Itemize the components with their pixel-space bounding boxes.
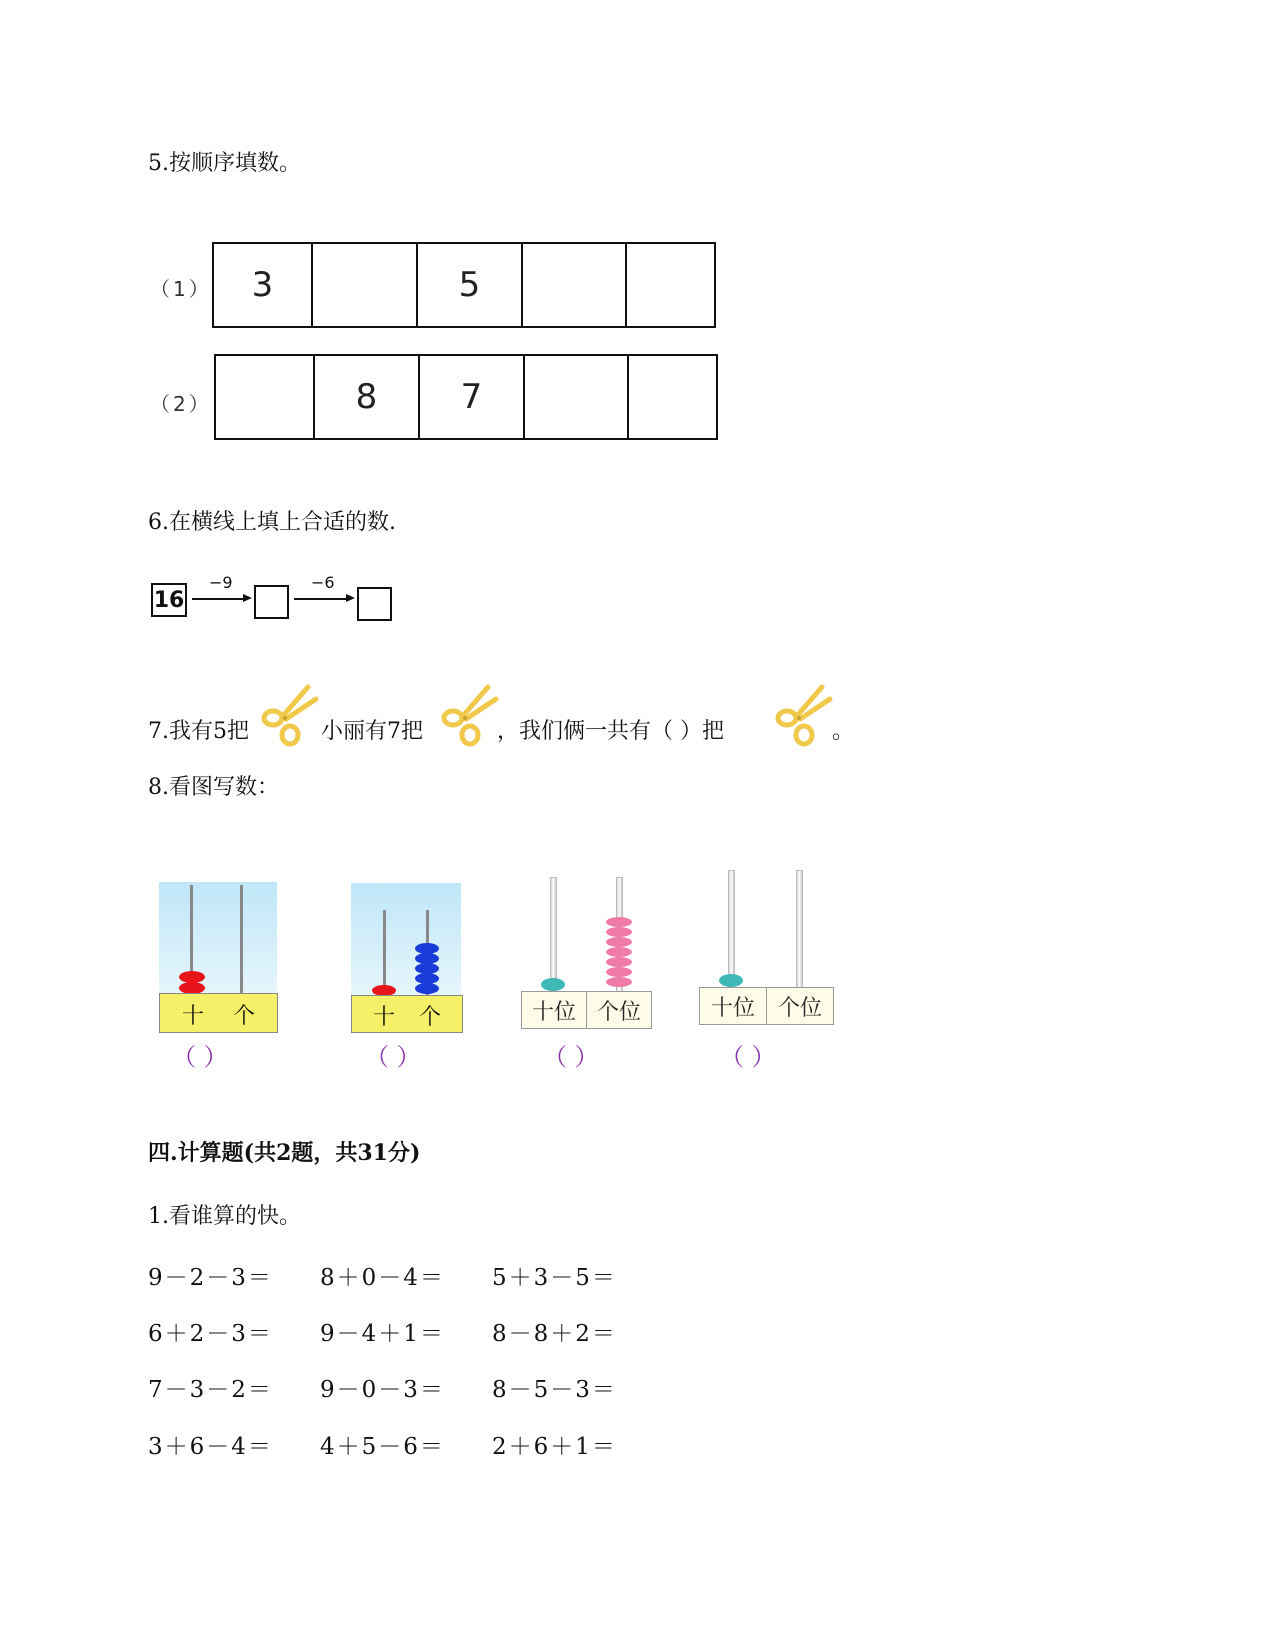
calc-problem: 9－4＋1＝ (320, 1321, 445, 1347)
calc-problem: 8－8＋2＝ (492, 1321, 617, 1347)
ones-label: 个位 (766, 987, 834, 1025)
calc-problem: 9－2－3＝ (148, 1265, 273, 1291)
seq-cell[interactable] (523, 244, 627, 326)
seq-cell[interactable] (627, 244, 714, 326)
abacus-rod (550, 877, 557, 994)
ones-label: 个 (419, 1005, 442, 1030)
abacus-bead (541, 978, 565, 991)
calc-problem: 8－5－3＝ (492, 1377, 617, 1403)
arrow-line-1 (192, 598, 244, 600)
op1-label: −9 (209, 573, 233, 592)
ones-label: 个 (233, 1004, 256, 1029)
arrow-line-2 (294, 598, 346, 600)
abacus-rod (728, 870, 735, 990)
abacus-bead (606, 957, 632, 967)
sequence-row-1 (212, 242, 716, 328)
calc-problem: 5＋3－5＝ (492, 1265, 617, 1291)
calc-problem: 6＋2－3＝ (148, 1321, 273, 1347)
seq-cell[interactable]: 5 (418, 244, 523, 326)
op2-label: −6 (311, 573, 335, 592)
answer-parens[interactable]: （ ） (720, 1043, 776, 1071)
scissors-icon (438, 683, 504, 747)
sequence-row-2 (214, 354, 718, 440)
abacus-base (159, 993, 278, 1033)
answer-parens[interactable]: （ ） (172, 1043, 228, 1071)
abacus-background (159, 882, 277, 994)
seq-cell[interactable] (525, 356, 629, 438)
q5-title: 5.按顺序填数。 (148, 151, 301, 176)
start-number-box: 16 (151, 583, 187, 617)
seq-cell[interactable]: 8 (315, 356, 420, 438)
calc-problem: 3＋6－4＝ (148, 1434, 273, 1460)
row2-label: （2） (150, 392, 212, 416)
abacus-bead (606, 947, 632, 957)
row1-label: （1） (150, 277, 212, 301)
seq-cell[interactable] (216, 356, 315, 438)
section-heading: 四.计算题(共2题，共31分) (148, 1140, 421, 1166)
abacus-bead (606, 937, 632, 947)
scissors-icon (772, 683, 838, 747)
q7-part3: ，我们俩一共有（ ）把 (497, 719, 724, 744)
q7-part2: 小丽有7把 (321, 719, 423, 744)
abacus-bead (606, 917, 632, 927)
scissors-icon (258, 683, 324, 747)
abacus-bead (606, 927, 632, 937)
abacus-bead (606, 967, 632, 977)
abacus-rod (240, 885, 243, 995)
ones-label: 个位 (586, 991, 652, 1029)
arrow-head-icon (243, 594, 252, 602)
abacus-bead (606, 977, 632, 987)
abacus-bead (719, 974, 743, 987)
q1-title: 1.看谁算的快。 (148, 1204, 301, 1229)
seq-cell[interactable] (629, 356, 716, 438)
answer-parens[interactable]: （ ） (543, 1043, 599, 1071)
calc-problem: 7－3－2＝ (148, 1377, 273, 1403)
q7-part1: 7.我有5把 (148, 719, 249, 744)
seq-cell[interactable]: 7 (420, 356, 525, 438)
tens-label: 十 (373, 1005, 396, 1030)
answer-box-1[interactable] (254, 585, 289, 619)
calc-problem: 9－0－3＝ (320, 1377, 445, 1403)
abacus-base (351, 995, 463, 1033)
abacus-bead (415, 983, 439, 994)
tens-label: 十位 (521, 991, 587, 1029)
q6-title: 6.在横线上填上合适的数. (148, 510, 396, 535)
abacus-background (351, 883, 461, 995)
answer-parens[interactable]: （ ） (365, 1043, 421, 1071)
q7-part4: 。 (832, 719, 855, 744)
tens-label: 十位 (699, 987, 767, 1025)
calc-problem: 4＋5－6＝ (320, 1434, 445, 1460)
tens-label: 十 (182, 1004, 205, 1029)
seq-cell[interactable]: 3 (214, 244, 313, 326)
calc-problem: 2＋6＋1＝ (492, 1434, 617, 1460)
seq-cell[interactable] (313, 244, 418, 326)
answer-box-2[interactable] (357, 587, 392, 621)
arrow-head-icon (346, 594, 355, 602)
calc-problem: 8＋0－4＝ (320, 1265, 445, 1291)
abacus-rod (383, 910, 386, 995)
abacus-rod (796, 870, 803, 990)
q8-title: 8.看图写数： (148, 775, 279, 800)
